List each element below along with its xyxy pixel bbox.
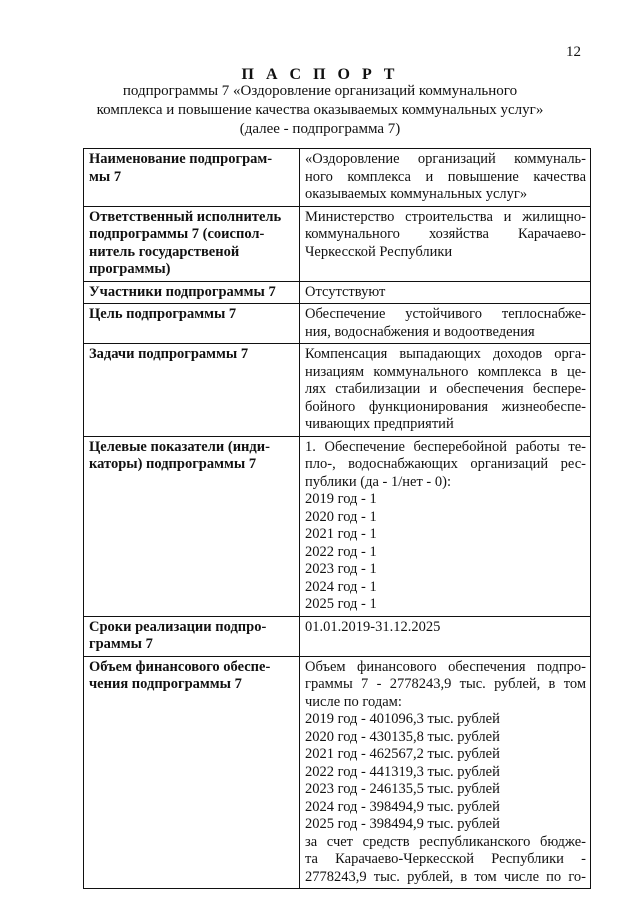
row-value-line: 2025 год - 398494,9 тыс. рублей	[305, 816, 500, 832]
row-label-line: нитель государственой	[89, 243, 240, 260]
document-title: П А С П О Р Т	[241, 66, 399, 83]
row-label-line: Наименование подпрограм-	[89, 151, 273, 167]
row-value-line: 2020 год - 430135,8 тыс. рублей	[305, 728, 500, 745]
row-label-line: каторы) подпрограммы 7	[89, 456, 257, 472]
row-value-line: Отсутствуют	[305, 283, 386, 300]
row-value-line: Министерство строительства и жилищно-	[305, 208, 586, 225]
row-label-line: программы)	[89, 261, 171, 277]
row-value-line: 2022 год - 1	[305, 543, 377, 560]
row-value-line: 2023 год - 1	[305, 561, 377, 577]
row-value-line: 2021 год - 1	[305, 526, 377, 542]
row-value-line: 2024 год - 1	[305, 578, 377, 595]
row-value-line: 2020 год - 1	[305, 508, 377, 525]
row-value	[300, 304, 591, 344]
row-label	[84, 281, 300, 304]
passport-row	[84, 656, 591, 889]
row-value-line: 2024 год - 398494,9 тыс. рублей	[305, 798, 500, 815]
row-value-line: бойного функционирования жизнеобеспе-	[305, 398, 586, 415]
row-value-line: ния, водоснабжения и водоотведения	[305, 323, 535, 340]
row-value	[300, 281, 591, 304]
row-value-line: чивающих предприятий	[305, 416, 454, 432]
passport-table	[83, 148, 591, 889]
row-value-line: Компенсация выпадающих доходов орга-	[305, 346, 586, 362]
passport-row	[84, 436, 591, 616]
row-label-line: Цель подпрограммы 7	[89, 306, 237, 322]
row-label-line: Участники подпрограммы 7	[89, 283, 276, 300]
row-value-line: та Карачаево-Черкесской Республики -	[305, 851, 586, 867]
row-value-line: «Оздоровление организаций коммуналь-	[305, 151, 586, 167]
row-value-line: 2778243,9 тыс. рублей, в том числе по го-	[305, 868, 586, 885]
row-value-line: 01.01.2019-31.12.2025	[305, 618, 441, 635]
row-value-line: граммы 7 - 2778243,9 тыс. рублей, в том	[305, 676, 586, 692]
subtitle-line: подпрограммы 7 «Оздоровление организаций коммунального	[122, 83, 518, 99]
row-value-line: Обеспечение устойчивого теплоснабже-	[305, 306, 586, 322]
row-value-line: Черкесской Республики	[305, 243, 453, 260]
row-value-line: 2019 год - 401096,3 тыс. рублей	[305, 711, 500, 727]
row-value	[300, 616, 591, 656]
row-value-line: коммунального хозяйства Карачаево-	[305, 226, 586, 242]
row-label-line: Задачи подпрограммы 7	[89, 346, 249, 362]
row-value	[300, 656, 591, 889]
row-label-line: подпрограммы 7 (соиспол-	[89, 226, 265, 242]
row-value	[300, 344, 591, 437]
passport-row	[84, 304, 591, 344]
row-value-line: числе по годам:	[305, 693, 402, 710]
row-label	[84, 304, 300, 344]
row-value-line: за счет средств республиканского бюдже-	[305, 833, 586, 850]
row-label	[84, 206, 300, 281]
row-label-line: Ответственный исполнитель	[89, 208, 282, 225]
row-value-line: 1. Обеспечение бесперебойной работы те-	[305, 438, 586, 455]
row-label-line: Объем финансового обеспе-	[89, 658, 271, 675]
row-value	[300, 436, 591, 616]
page-number: 12	[566, 44, 581, 60]
row-value	[300, 206, 591, 281]
row-label	[84, 344, 300, 437]
row-value	[300, 149, 591, 207]
subtitle-line: (далее - подпрограмма 7)	[239, 121, 401, 137]
passport-row	[84, 149, 591, 207]
row-value-line: 2022 год - 441319,3 тыс. рублей	[305, 763, 500, 780]
row-value-line: Объем финансового обеспечения подпро-	[305, 658, 586, 675]
row-label	[84, 616, 300, 656]
row-value-line: пло-, водоснабжающих организаций рес-	[305, 456, 586, 472]
row-value-line: лях стабилизации и обеспечения беспере-	[305, 381, 586, 397]
row-label-line: Сроки реализации подпро-	[89, 618, 267, 635]
row-label-line: чения подпрограммы 7	[89, 676, 242, 692]
row-label	[84, 436, 300, 616]
row-value-line: 2023 год - 246135,5 тыс. рублей	[305, 781, 500, 797]
passport-row	[84, 206, 591, 281]
row-value-line: публики (да - 1/нет - 0):	[305, 473, 451, 490]
row-value-line: ного комплекса и повышение качества	[305, 168, 586, 185]
subtitle-line: комплекса и повышение качества оказываемых коммунальных услуг»	[96, 102, 544, 118]
passport-row	[84, 616, 591, 656]
row-label-line: мы 7	[89, 168, 122, 185]
document-subtitle	[90, 82, 550, 139]
row-value-line: оказываемых коммунальных услуг»	[305, 186, 528, 202]
passport-row	[84, 281, 591, 304]
row-label-line: граммы 7	[89, 636, 153, 652]
row-label-line: Целевые показатели (инди-	[89, 438, 270, 455]
row-value-line: 2019 год - 1	[305, 491, 377, 507]
passport-row	[84, 344, 591, 437]
row-value-line: 2025 год - 1	[305, 596, 377, 612]
row-label	[84, 149, 300, 207]
row-label	[84, 656, 300, 889]
row-value-line: низациям коммунального комплекса в це-	[305, 363, 586, 380]
row-value-line: 2021 год - 462567,2 тыс. рублей	[305, 746, 500, 762]
